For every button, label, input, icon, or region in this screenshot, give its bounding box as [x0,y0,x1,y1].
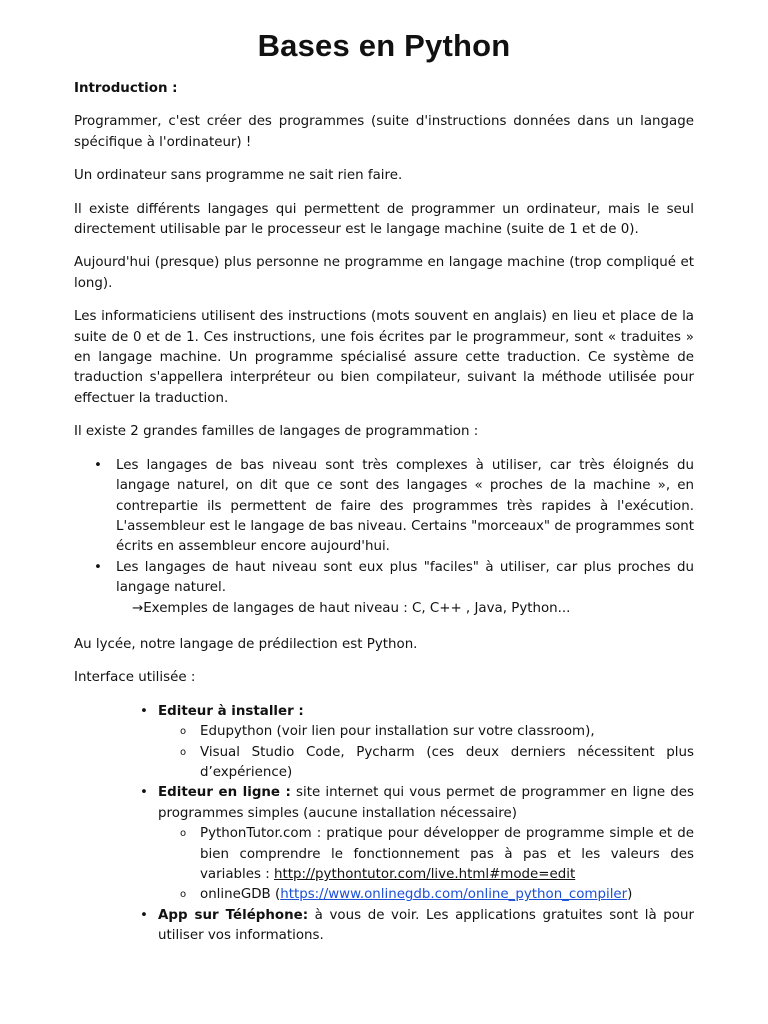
sublist-item-pythontutor [158,824,694,885]
intro-heading: Introduction : [74,81,178,96]
paragraph-informaticiens: Les informaticiens utilisent des instructions (mots souvent en anglais) en lieu et place de la suite de 0 et de 1. Ces instructions, une fois écrites par le programmeur, sont « traduites » en langage machine. Un programme spécialisé assure cette traduction. Ce système de traduction s'appellera interpréteur ou bien compilateur, suivant la méthode utilisée pour effectuer la traduction. [74,309,694,406]
families-list [74,456,694,619]
sublist-item-text: Visual Studio Code, Pycharm (ces deux derniers nécessitent plus d’expérience) [200,744,694,780]
sublist-item-edupython [158,722,694,742]
paragraph-langages: Il existe différents langages qui permettent de programmer un ordinateur, mais le seul directement utilisable par le processeur est le langage machine (suite de 1 et de 0). [74,201,694,238]
editeur-installer-label: Editeur à installer : [158,703,304,719]
editeur-en-ligne-label: Editeur en ligne : [158,785,291,801]
list-item-haut-niveau [74,558,694,619]
online-sublist [158,824,694,906]
list-item-app-telephone [74,906,694,947]
editeur-en-ligne-text: site internet qui vous permet de programmer en ligne des programmes simples (aucune installation nécessaire) [158,785,695,821]
page-title: Bases en Python [257,28,511,63]
bullet-icon: • [94,559,102,575]
paragraph-lycee: Au lycée, notre langage de prédilection est Python. [74,636,418,652]
paragraph-aujourdhui: Aujourd'hui (presque) plus personne ne programme en langage machine (trop compliqué et long). [74,255,694,291]
onlinegdb-suffix: ) [627,887,633,903]
sublist-item-vscode [158,743,694,784]
bullet-icon: • [94,457,102,473]
sublist-item-text: Edupython (voir lien pour installation sur votre classroom), [200,724,595,740]
circle-bullet-icon: o [180,889,187,901]
paragraph-ordinateur: Un ordinateur sans programme ne sait rien faire. [74,168,403,184]
installer-sublist [158,722,694,783]
circle-bullet-icon: o [180,726,187,738]
pythontutor-link[interactable]: http://pythontutor.com/live.html#mode=edit [274,867,576,882]
examples-line: →Exemples de langages de haut niveau : C, C++ , Java, Python... [132,600,571,616]
list-item-editeur-installer [74,702,694,784]
list-item-text: Les langages de haut niveau sont eux plus "faciles" à utiliser, car plus proches du langage naturel. [116,559,694,596]
paragraph-programmer: Programmer, c'est créer des programmes (suite d'instructions données dans un langage spécifique à l'ordinateur) ! [74,114,694,150]
bullet-icon: • [140,703,148,719]
interface-list [74,702,694,947]
pythontutor-text: PythonTutor.com : pratique pour développer de programme simple et de bien comprendre le fonctionnement pas à pas et les valeurs des variables : [200,826,694,882]
paragraph-familles: Il existe 2 grandes familles de langages de programmation : [74,424,479,440]
circle-bullet-icon: o [180,746,187,758]
list-item-text: Les langages de bas niveau sont très complexes à utiliser, car très éloignés du langage naturel, on dit que ce sont des langages « proches de la machine », en contrepartie ils permettent de faire des programmes très rapides à l'exécution. L'assembleur est le langage de bas niveau. Certains "morceaux" de programmes sont écrits en assembleur encore aujourd'hui. [116,457,694,555]
app-telephone-text: à vous de voir. Les applications gratuites sont là pour utiliser vos informations. [158,907,694,944]
onlinegdb-link[interactable]: https://www.onlinegdb.com/online_python_compiler [280,887,628,903]
bullet-icon: • [140,907,148,923]
onlinegdb-prefix: onlineGDB ( [200,887,281,903]
app-telephone-label: App sur Téléphone: [158,907,309,923]
list-item-editeur-en-ligne [74,783,694,905]
sublist-item-onlinegdb [158,885,694,905]
document-page [74,26,694,947]
list-item-bas-niveau [74,456,694,558]
bullet-icon: • [140,785,148,801]
circle-bullet-icon: o [180,828,187,840]
interface-heading: Interface utilisée : [74,670,196,686]
